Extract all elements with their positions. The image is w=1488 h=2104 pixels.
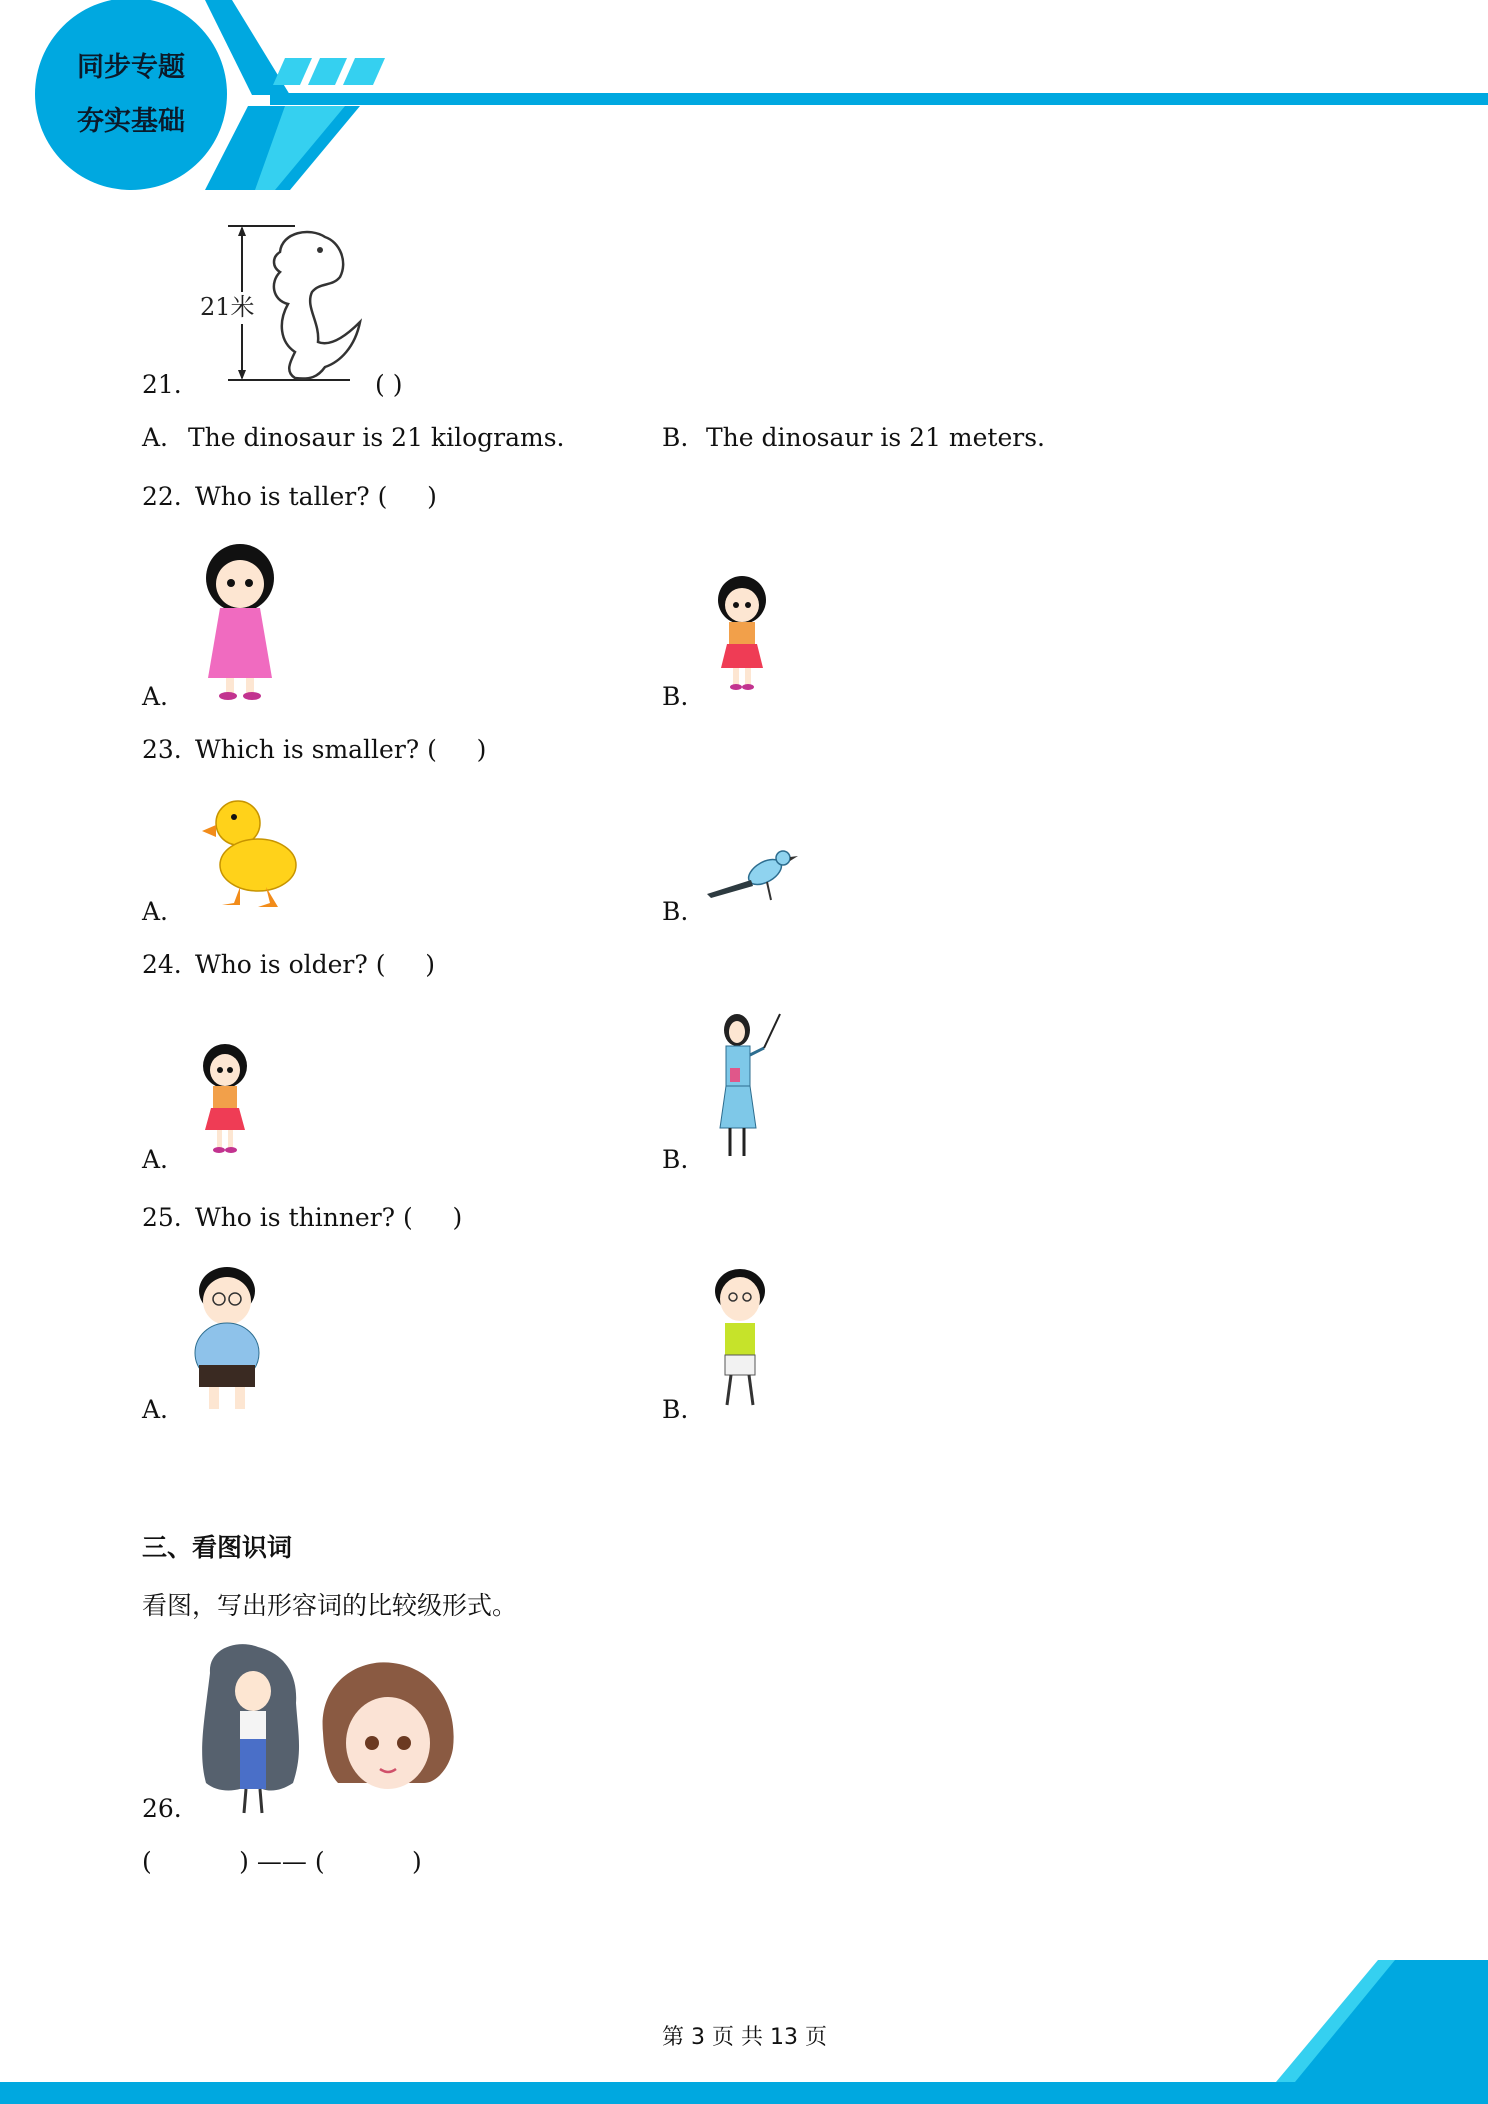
q25-option-a-label: A. [142,1395,169,1424]
q24-number: 24. [142,950,182,979]
q21-stem: ( ) [375,370,403,399]
q23-number: 23. [142,735,182,764]
q26-answer-line: ( ) —— ( ) [142,1847,422,1876]
q23-option-a-label: A. [142,897,169,926]
q23-stem: Which is smaller? ( ) [195,735,487,764]
header-banner [0,0,1488,200]
teacher-picture [712,1010,787,1162]
q25-option-b-label: B. [662,1395,689,1424]
q26-picture [198,1643,463,1821]
chubby-boy-picture [185,1265,270,1417]
logo-line1: 同步专题 [77,52,185,83]
page-number: 第 3 页 共 13 页 [662,2025,827,2050]
section3-instruction: 看图，写出形容词的比较级形式。 [142,1591,518,1620]
q25-number: 25. [142,1203,182,1232]
q24-option-a-label: A. [142,1145,169,1174]
q25-stem: Who is thinner? ( ) [195,1203,463,1232]
section3-title: 三、看图识词 [142,1533,293,1562]
little-girl-picture [195,1042,255,1160]
q22-option-a-label: A. [142,682,169,711]
short-girl-picture [705,572,780,694]
q24-stem: Who is older? ( ) [195,950,435,979]
logo-line2: 夯实基础 [77,106,185,137]
q23-option-b-label: B. [662,897,689,926]
q22-option-b-label: B. [662,682,689,711]
q22-number: 22. [142,482,182,511]
q21-option-b-label: B. [662,423,689,452]
q22-stem: Who is taller? ( ) [195,482,437,511]
q21-option-a-text: The dinosaur is 21 kilograms. [188,423,565,452]
q21-option-a-label: A. [142,423,169,452]
dinosaur-height-label: 21米 [200,293,255,321]
yellow-duck-picture [200,795,300,910]
logo-circle [35,0,227,190]
thin-boy-picture [705,1265,775,1415]
q21-option-b-text: The dinosaur is 21 meters. [706,423,1046,452]
q21-number: 21. [142,370,182,399]
tall-girl-picture [190,538,290,703]
q26-number: 26. [142,1794,182,1823]
q24-option-b-label: B. [662,1145,689,1174]
dinosaur-height-picture [200,222,370,384]
small-bird-picture [705,842,800,912]
